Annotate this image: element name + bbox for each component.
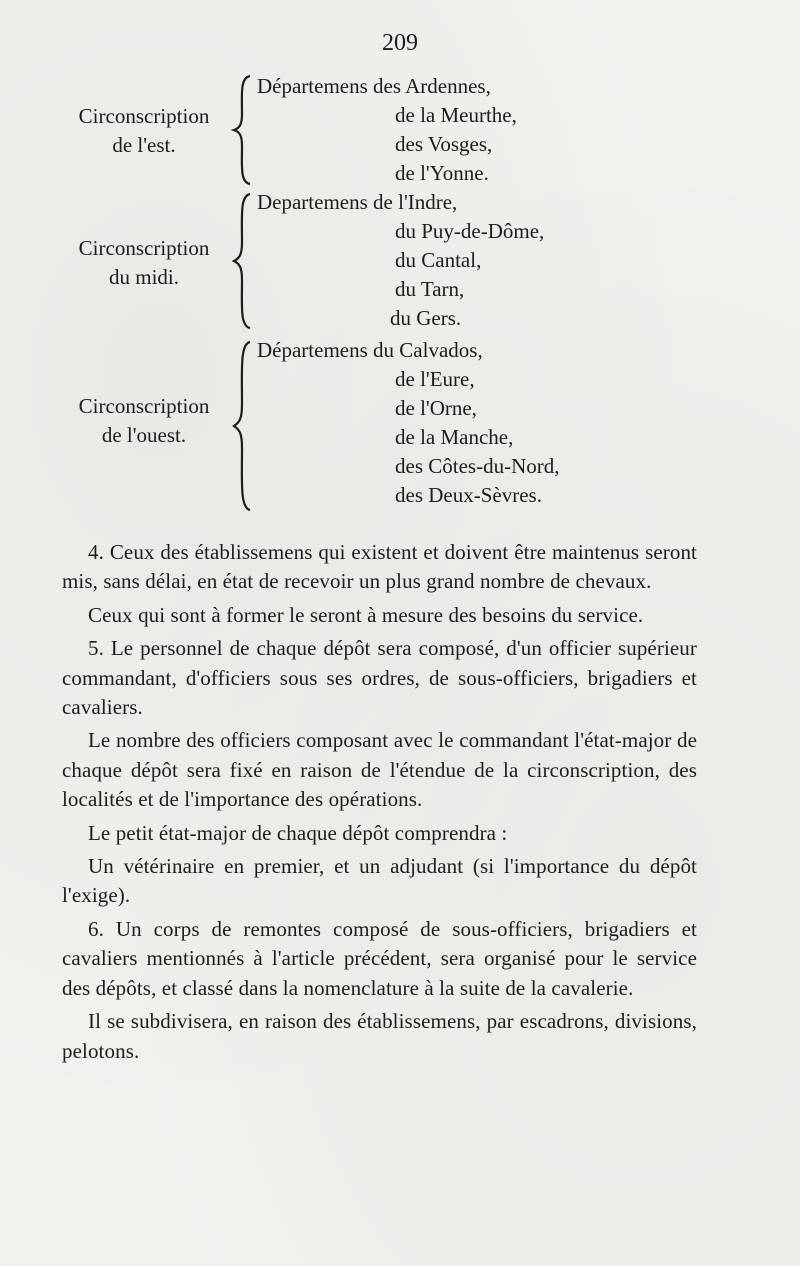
brace: [228, 192, 254, 330]
circonscription-ouest: [0, 336, 800, 516]
department-item: du Cantal,: [395, 248, 482, 272]
circonscription-label-line: de l'est.: [112, 133, 176, 157]
circonscription-label: [58, 102, 230, 160]
department-item: de l'Orne,: [395, 396, 477, 420]
department-item: des Vosges,: [395, 132, 493, 156]
department-head: Départemens du Calvados,: [257, 338, 483, 362]
department-item: de la Manche,: [395, 425, 514, 449]
circonscription-label-line: du midi.: [108, 265, 179, 289]
department-head: Departemens de l'Indre,: [257, 190, 458, 214]
department-item: des Côtes-du-Nord,: [395, 454, 560, 478]
circonscription-label-line: de l'ouest.: [101, 423, 187, 447]
circonscription-label: [58, 234, 230, 292]
circonscription-est: [0, 72, 800, 188]
circonscription-label-line: Circonscription: [78, 394, 210, 418]
brace: [228, 74, 254, 186]
department-item: des Deux-Sèvres.: [395, 483, 542, 507]
circonscription-label-line: Circonscription: [78, 104, 210, 128]
circonscription-label-line: Circonscription: [78, 236, 210, 260]
department-item: du Tarn,: [395, 277, 465, 301]
paragraph: 5. Le personnel de chaque dépôt sera composé, d'un officier supérieur commandant, d'officiers sous ses ordres, de sous-officiers, brigadiers et cavaliers.: [62, 636, 697, 720]
paragraph: Le nombre des officiers composant avec le commandant l'état-major de chaque dépôt sera fixé en raison de l'étendue de la circonscription, des localités et de l'importance des opérations.: [62, 728, 697, 812]
department-item: de la Meurthe,: [395, 103, 517, 127]
page-number: 209: [382, 30, 418, 56]
department-item: du Gers.: [390, 306, 462, 330]
paragraph: 4. Ceux des établissemens qui existent et doivent être maintenus seront mis, sans délai, en état de recevoir un plus grand nombre de chevaux.: [62, 540, 697, 594]
paragraph: Un vétérinaire en premier, et un adjudant (si l'importance du dépôt l'exige).: [62, 854, 697, 908]
brace: [228, 340, 254, 512]
circonscription-label: [58, 392, 230, 450]
paragraph: Le petit état-major de chaque dépôt comprendra :: [88, 820, 508, 845]
body-text: [62, 538, 697, 1070]
department-item: de l'Eure,: [395, 367, 475, 391]
paragraph: Il se subdivisera, en raison des établissemens, par escadrons, divisions, pelotons.: [62, 1009, 697, 1063]
paragraph: 6. Un corps de remontes composé de sous-officiers, brigadiers et cavaliers mentionnés à l'article précédent, sera organisé pour le service des dépôts, et classé dans la nomenclature à la suite de la cavalerie.: [62, 916, 697, 1000]
circonscription-midi: [0, 188, 800, 334]
paragraph: Ceux qui sont à former le seront à mesure des besoins du service.: [88, 602, 644, 627]
department-item: du Puy-de-Dôme,: [395, 219, 545, 243]
department-item: de l'Yonne.: [395, 161, 489, 185]
department-head: Départemens des Ardennes,: [257, 74, 491, 98]
